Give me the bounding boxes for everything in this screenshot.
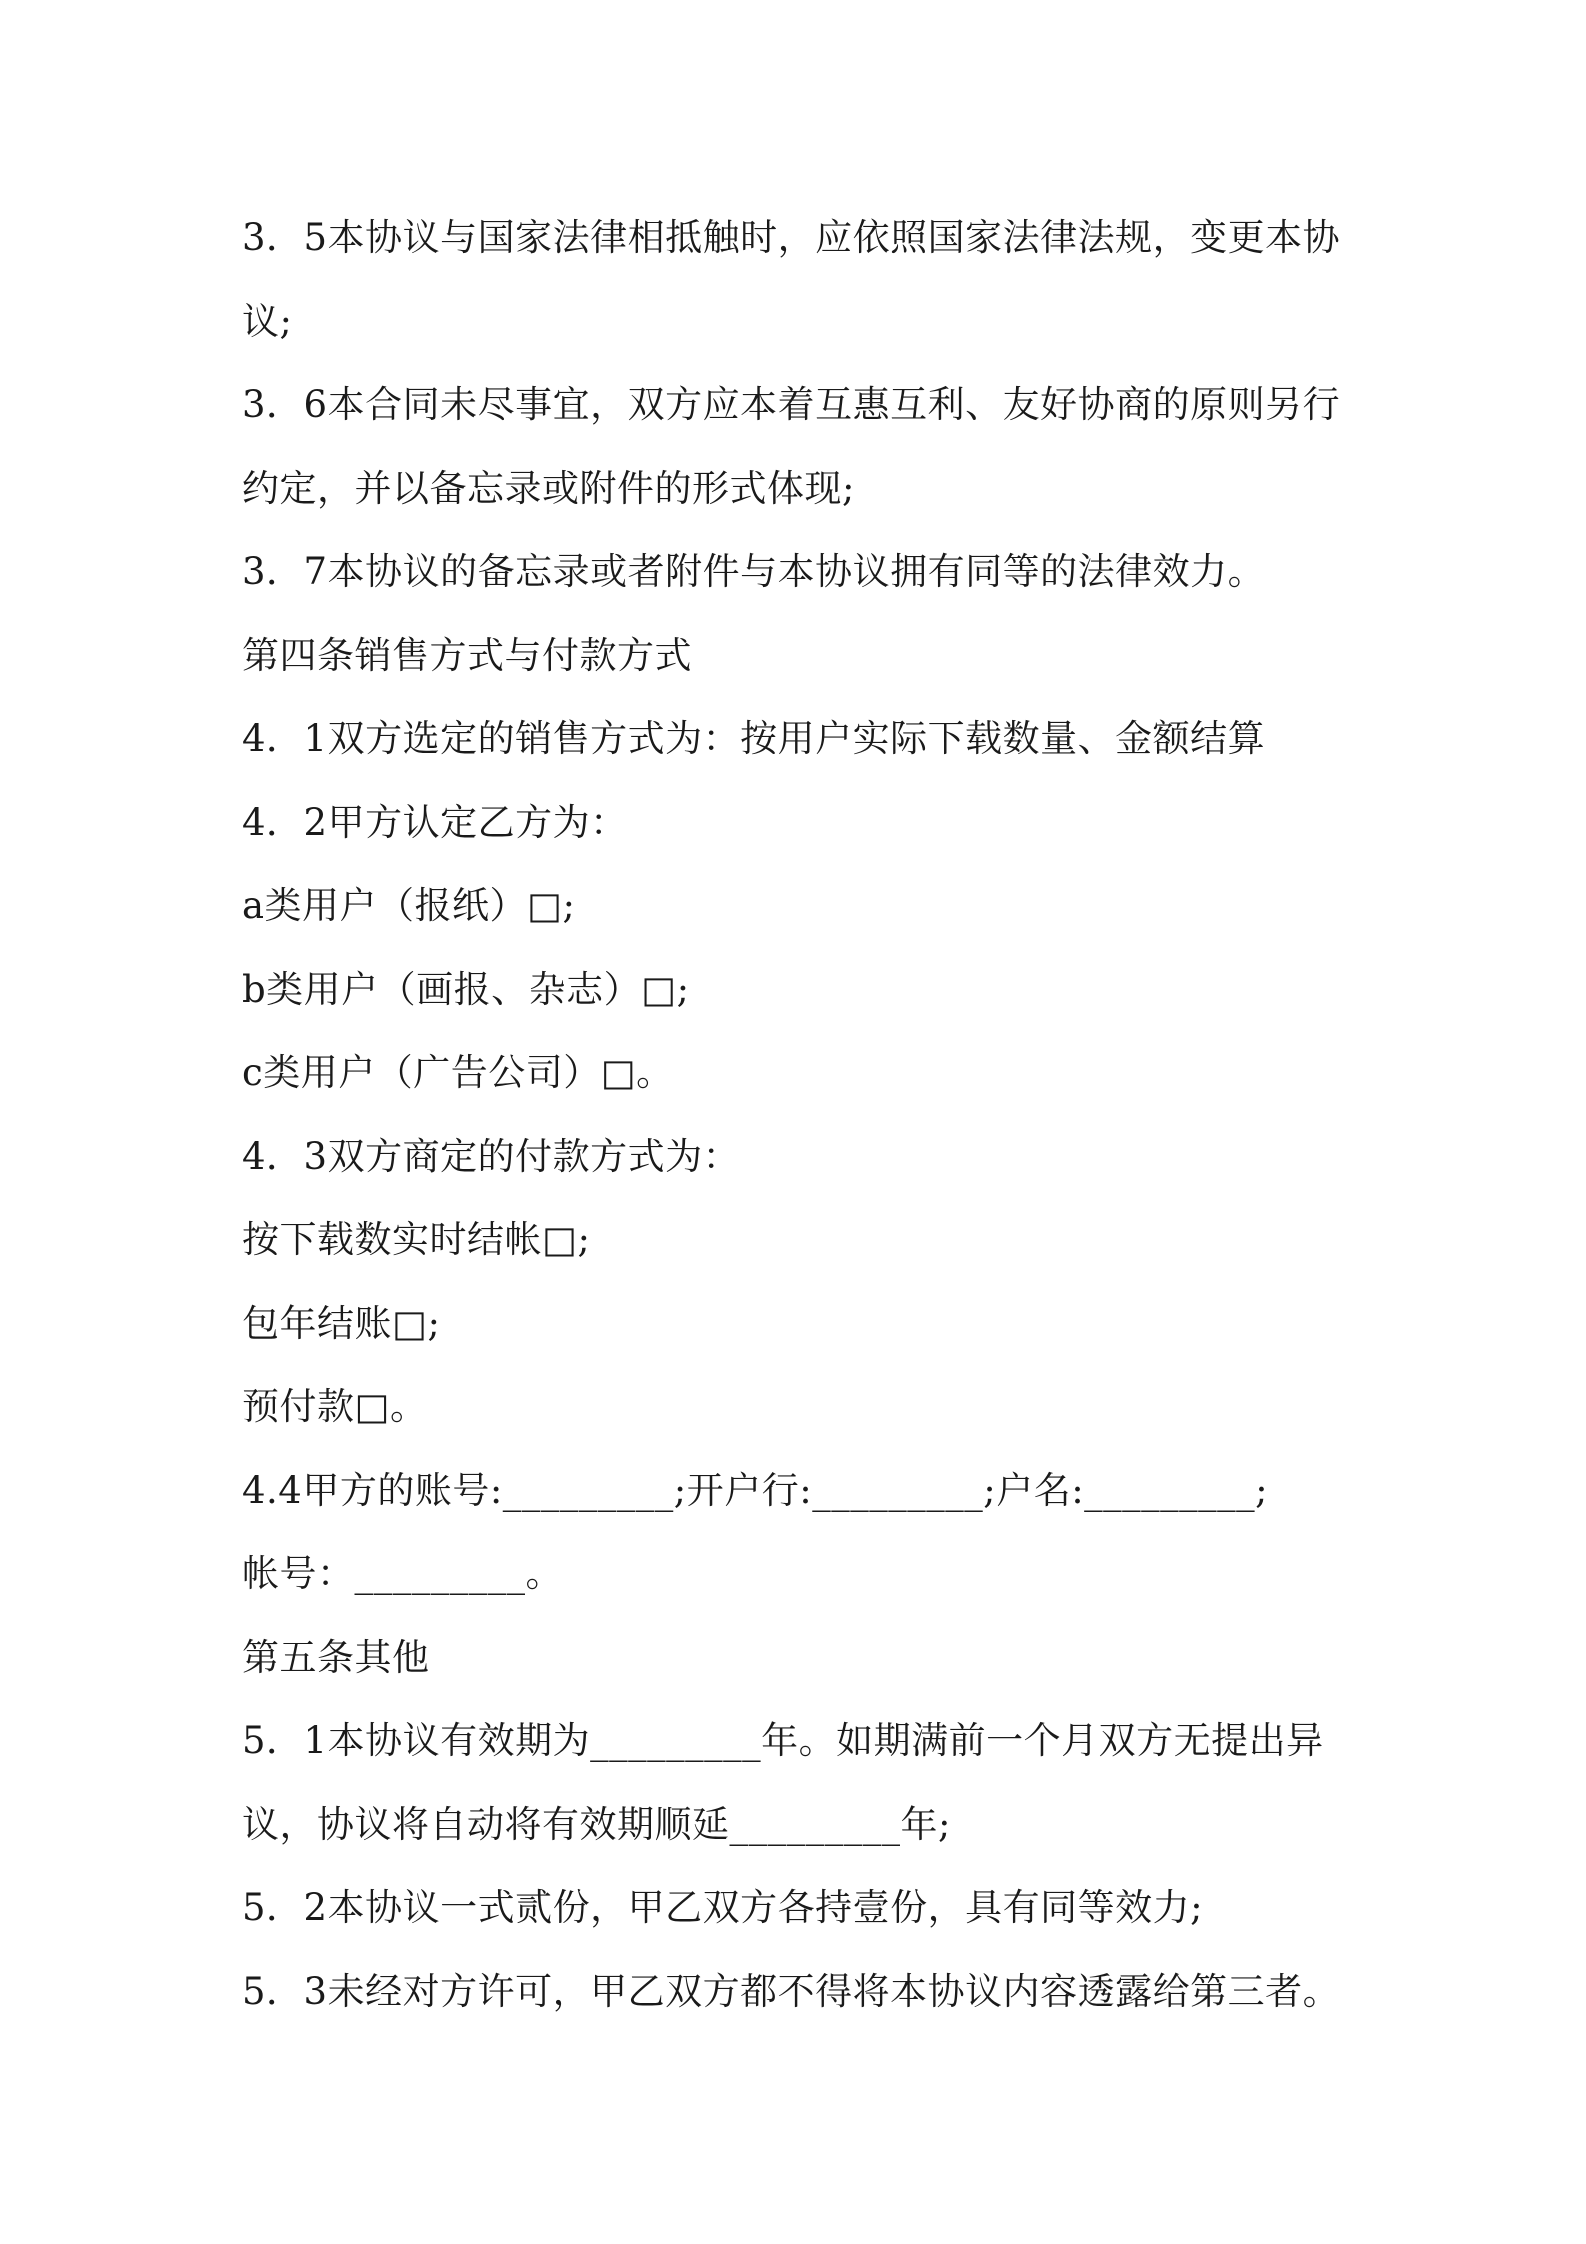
user-type-c-option: c类用户（广告公司）□。 xyxy=(242,1051,674,1094)
clause-3-6-line-1: 3．6本合同未尽事宜，双方应本着互惠互利、友好协商的原则另行 xyxy=(242,383,1341,426)
clause-3-7: 3．7本协议的备忘录或者附件与本协议拥有同等的法律效力。 xyxy=(242,550,1266,593)
clause-5-1-line-2: 议，协议将自动将有效期顺延_________年; xyxy=(242,1802,951,1846)
clause-3-6-line-2: 约定，并以备忘录或附件的形式体现; xyxy=(242,466,855,510)
clause-4-2: 4．2甲方认定乙方为： xyxy=(242,800,628,844)
article-4-heading: 第四条销售方式与付款方式 xyxy=(242,633,692,677)
clause-3-5-line-2: 议; xyxy=(242,299,293,343)
account-number-line: 帐号：_________。 xyxy=(242,1552,563,1595)
clause-3-5-line-1: 3．5本协议与国家法律相抵触时，应依照国家法律法规，变更本协 xyxy=(242,216,1341,259)
clause-4-1: 4．1双方选定的销售方式为：按用户实际下载数量、金额结算 xyxy=(242,717,1266,760)
clause-4-3: 4．3双方商定的付款方式为： xyxy=(242,1134,741,1178)
payment-realtime-option: 按下载数实时结帐□; xyxy=(242,1218,591,1261)
clause-5-1-line-1: 5．1本协议有效期为_________年。如期满前一个月双方无提出异 xyxy=(242,1719,1324,1762)
clause-5-2: 5．2本协议一式贰份，甲乙双方各持壹份，具有同等效力; xyxy=(242,1886,1204,1929)
clause-4-4-account-info: 4.4甲方的账号:_________;开户行:_________;户名:_________; xyxy=(242,1468,1269,1512)
clause-5-3: 5．3未经对方许可，甲乙双方都不得将本协议内容透露给第三者。 xyxy=(242,1969,1341,2013)
document-body xyxy=(242,196,1372,2033)
payment-annual-option: 包年结账□; xyxy=(242,1301,441,1345)
article-5-heading: 第五条其他 xyxy=(242,1635,430,1679)
user-type-a-option: a类用户（报纸）□; xyxy=(242,884,576,927)
user-type-b-option: b类用户（画报、杂志）□; xyxy=(242,967,690,1011)
payment-prepaid-option: 预付款□。 xyxy=(242,1385,428,1428)
